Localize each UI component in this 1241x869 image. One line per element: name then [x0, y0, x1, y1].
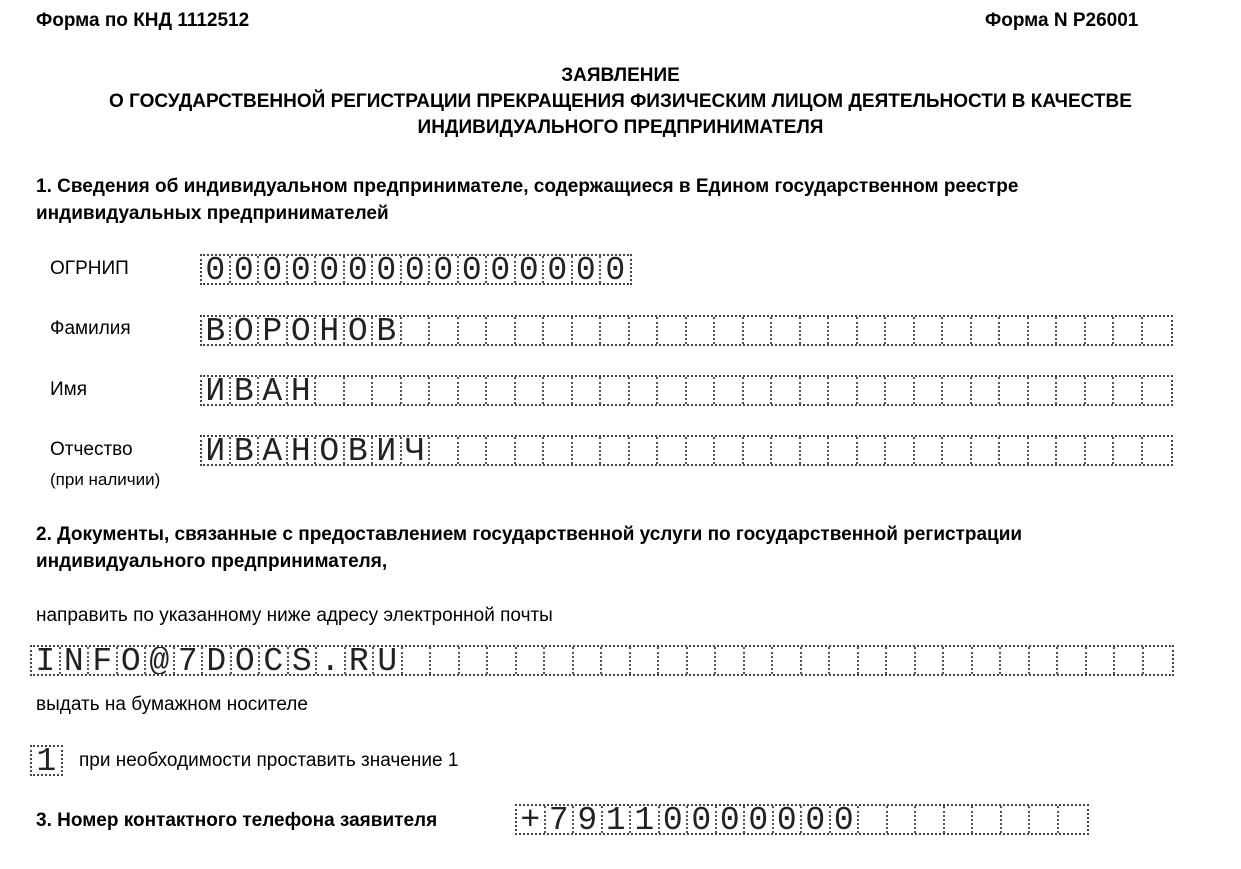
char-cell — [1000, 437, 1029, 464]
char-cell: Р — [259, 317, 288, 344]
char-cell — [345, 377, 374, 404]
char-cell — [773, 647, 802, 674]
char-cell — [373, 377, 402, 404]
char-cell — [1115, 647, 1144, 674]
document-subtitle-line1: О ГОСУДАРСТВЕННОЙ РЕГИСТРАЦИИ ПРЕКРАЩЕНИЯ ФИЗИЧЕСКИМ ЛИЦОМ ДЕЯТЕЛЬНОСТИ В КАЧЕСТВЕ — [109, 91, 1132, 112]
char-cell — [858, 317, 887, 344]
char-cell: 0 — [259, 256, 288, 283]
char-cell: 0 — [373, 256, 402, 283]
patronymic-label: Отчество — [50, 439, 133, 460]
char-cell — [859, 647, 888, 674]
email-field[interactable] — [30, 645, 1174, 676]
char-cell — [973, 647, 1002, 674]
char-cell — [1143, 437, 1172, 464]
char-cell — [687, 317, 716, 344]
char-cell: О — [345, 317, 374, 344]
char-cell — [630, 317, 659, 344]
char-cell — [516, 317, 545, 344]
char-cell — [973, 806, 1002, 833]
char-cell — [1002, 806, 1031, 833]
char-cell: Н — [288, 377, 317, 404]
char-cell — [601, 437, 630, 464]
char-cell: 0 — [231, 256, 260, 283]
char-cell: 0 — [459, 256, 488, 283]
char-cell: O — [232, 647, 261, 674]
email-label: направить по указанному ниже адресу электронной почты — [36, 605, 553, 626]
char-cell: Н — [316, 317, 345, 344]
char-cell: В — [345, 437, 374, 464]
char-cell: 1 — [603, 806, 632, 833]
char-cell — [1114, 317, 1143, 344]
char-cell: 1 — [631, 806, 660, 833]
char-cell — [858, 437, 887, 464]
char-cell — [459, 437, 488, 464]
char-cell — [1057, 317, 1086, 344]
char-cell — [630, 377, 659, 404]
name-label: Имя — [50, 379, 88, 400]
patronymic-field[interactable] — [200, 435, 1173, 466]
char-cell — [1057, 437, 1086, 464]
char-cell — [1001, 647, 1030, 674]
char-cell — [573, 317, 602, 344]
ogrnip-field[interactable] — [200, 254, 632, 285]
char-cell: 7 — [546, 806, 575, 833]
char-cell — [431, 647, 460, 674]
char-cell — [544, 317, 573, 344]
char-cell — [972, 317, 1001, 344]
char-cell — [430, 317, 459, 344]
char-cell — [1029, 377, 1058, 404]
char-cell: И — [202, 437, 231, 464]
char-cell: 0 — [831, 806, 860, 833]
char-cell: I — [32, 647, 61, 674]
char-cell — [802, 647, 831, 674]
document-subtitle-line2: ИНДИВИДУАЛЬНОГО ПРЕДПРИНИМАТЕЛЯ — [417, 117, 824, 138]
char-cell — [487, 317, 516, 344]
char-cell: 0 — [288, 256, 317, 283]
char-cell — [1143, 377, 1172, 404]
char-cell — [687, 437, 716, 464]
char-cell: S — [289, 647, 318, 674]
char-cell — [972, 377, 1001, 404]
char-cell — [573, 377, 602, 404]
char-cell — [745, 647, 774, 674]
char-cell — [744, 377, 773, 404]
patronymic-note: (при наличии) — [50, 470, 161, 489]
section2-heading: 2. Документы, связанные с предоставлением государственной услуги по государственной регистрации индивидуального предпринимателя, — [36, 524, 1023, 572]
char-cell: R — [346, 647, 375, 674]
char-cell — [887, 647, 916, 674]
char-cell — [886, 437, 915, 464]
char-cell — [916, 647, 945, 674]
char-cell — [1057, 377, 1086, 404]
char-cell — [943, 317, 972, 344]
surname-label: Фамилия — [50, 318, 131, 339]
char-cell — [460, 647, 489, 674]
char-cell — [1029, 437, 1058, 464]
char-cell — [744, 437, 773, 464]
char-cell — [658, 317, 687, 344]
char-cell: В — [373, 317, 402, 344]
char-cell — [772, 317, 801, 344]
char-cell — [601, 377, 630, 404]
char-cell: Ч — [402, 437, 431, 464]
char-cell — [574, 647, 603, 674]
char-cell: 0 — [802, 806, 831, 833]
char-cell — [1143, 317, 1172, 344]
paper-label: выдать на бумажном носителе — [36, 694, 308, 715]
char-cell: 0 — [660, 806, 689, 833]
paper-field[interactable] — [30, 745, 63, 776]
char-cell — [544, 437, 573, 464]
char-cell — [1058, 647, 1087, 674]
char-cell: 0 — [430, 256, 459, 283]
char-cell — [1000, 377, 1029, 404]
char-cell: 1 — [36, 747, 57, 774]
char-cell — [801, 317, 830, 344]
char-cell — [1029, 317, 1058, 344]
char-cell: O — [118, 647, 147, 674]
char-cell: 0 — [688, 806, 717, 833]
char-cell — [772, 377, 801, 404]
name-field[interactable] — [200, 375, 1173, 406]
char-cell — [944, 647, 973, 674]
char-cell: 0 — [487, 256, 516, 283]
char-cell: В — [202, 317, 231, 344]
char-cell: И — [202, 377, 231, 404]
char-cell — [716, 647, 745, 674]
char-cell — [544, 377, 573, 404]
form-knd-code: Форма по КНД 1112512 — [36, 10, 250, 31]
char-cell: . — [317, 647, 346, 674]
char-cell: N — [61, 647, 90, 674]
char-cell — [829, 437, 858, 464]
char-cell: F — [89, 647, 118, 674]
char-cell — [858, 377, 887, 404]
char-cell — [945, 806, 974, 833]
char-cell — [573, 437, 602, 464]
char-cell — [1059, 806, 1088, 833]
char-cell — [659, 647, 688, 674]
char-cell — [1144, 647, 1173, 674]
char-cell — [1087, 647, 1116, 674]
char-cell — [829, 377, 858, 404]
char-cell — [915, 317, 944, 344]
char-cell — [888, 806, 917, 833]
char-cell — [687, 377, 716, 404]
char-cell: D — [203, 647, 232, 674]
char-cell: В — [231, 437, 260, 464]
char-cell — [744, 317, 773, 344]
char-cell: О — [231, 317, 260, 344]
char-cell — [316, 377, 345, 404]
char-cell — [630, 437, 659, 464]
char-cell — [715, 317, 744, 344]
char-cell: 0 — [402, 256, 431, 283]
phone-field[interactable] — [515, 804, 1089, 835]
char-cell — [886, 377, 915, 404]
char-cell: 0 — [544, 256, 573, 283]
char-cell — [459, 317, 488, 344]
char-cell — [658, 377, 687, 404]
char-cell — [487, 377, 516, 404]
section3-heading: 3. Номер контактного телефона заявителя — [36, 810, 438, 831]
char-cell: @ — [146, 647, 175, 674]
char-cell — [715, 377, 744, 404]
char-cell: 0 — [345, 256, 374, 283]
char-cell — [1030, 806, 1059, 833]
char-cell — [1086, 317, 1115, 344]
char-cell: О — [288, 317, 317, 344]
char-cell — [1114, 377, 1143, 404]
char-cell — [886, 317, 915, 344]
paper-hint: при необходимости проставить значение 1 — [79, 750, 459, 771]
char-cell: О — [316, 437, 345, 464]
char-cell — [430, 437, 459, 464]
char-cell — [403, 647, 432, 674]
char-cell — [688, 647, 717, 674]
char-cell: А — [259, 377, 288, 404]
char-cell: И — [373, 437, 402, 464]
char-cell — [1086, 377, 1115, 404]
char-cell — [517, 647, 546, 674]
char-cell — [972, 437, 1001, 464]
char-cell — [488, 647, 517, 674]
char-cell — [1086, 437, 1115, 464]
document-title: ЗАЯВЛЕНИЕ — [561, 65, 680, 86]
char-cell: 0 — [516, 256, 545, 283]
char-cell: А — [259, 437, 288, 464]
char-cell — [830, 647, 859, 674]
ogrnip-label: ОГРНИП — [50, 258, 129, 279]
char-cell: 0 — [745, 806, 774, 833]
char-cell — [1114, 437, 1143, 464]
char-cell — [859, 806, 888, 833]
char-cell: 0 — [202, 256, 231, 283]
char-cell: В — [231, 377, 260, 404]
char-cell — [829, 317, 858, 344]
char-cell: U — [374, 647, 403, 674]
char-cell: C — [260, 647, 289, 674]
char-cell: 0 — [573, 256, 602, 283]
char-cell — [487, 437, 516, 464]
char-cell — [801, 377, 830, 404]
char-cell — [772, 437, 801, 464]
char-cell — [658, 437, 687, 464]
char-cell: 0 — [774, 806, 803, 833]
char-cell: 0 — [316, 256, 345, 283]
char-cell — [430, 377, 459, 404]
char-cell — [402, 317, 431, 344]
char-cell: 0 — [717, 806, 746, 833]
char-cell — [516, 437, 545, 464]
char-cell — [1030, 647, 1059, 674]
char-cell — [631, 647, 660, 674]
surname-field[interactable] — [200, 315, 1173, 346]
char-cell: 7 — [175, 647, 204, 674]
char-cell — [801, 437, 830, 464]
char-cell — [601, 317, 630, 344]
char-cell — [943, 437, 972, 464]
char-cell: Н — [288, 437, 317, 464]
char-cell: 0 — [605, 256, 626, 283]
char-cell — [516, 377, 545, 404]
section1-heading: 1. Сведения об индивидуальном предпринимателе, содержащиеся в Едином государственном реестре индивидуальных предпринимателей — [36, 176, 1019, 224]
char-cell — [545, 647, 574, 674]
char-cell: 9 — [574, 806, 603, 833]
char-cell — [715, 437, 744, 464]
char-cell: + — [517, 806, 546, 833]
char-cell — [943, 377, 972, 404]
char-cell — [459, 377, 488, 404]
char-cell — [915, 437, 944, 464]
char-cell — [916, 806, 945, 833]
char-cell — [1000, 317, 1029, 344]
char-cell — [402, 377, 431, 404]
form-number: Форма N Р26001 — [985, 10, 1139, 31]
char-cell — [915, 377, 944, 404]
char-cell — [602, 647, 631, 674]
